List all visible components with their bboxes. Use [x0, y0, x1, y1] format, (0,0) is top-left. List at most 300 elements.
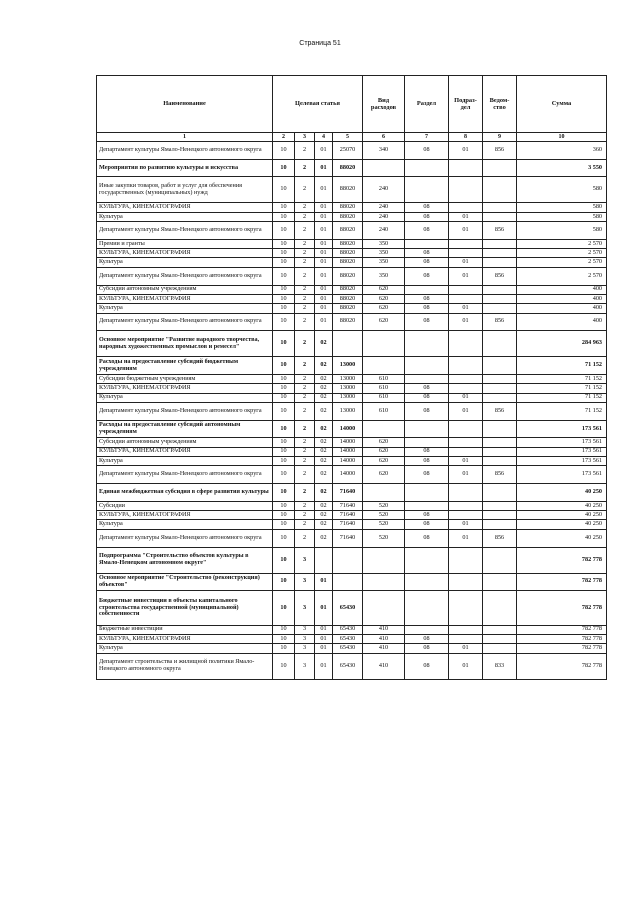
col-number: 10: [517, 133, 607, 142]
row-code-b: 2: [295, 384, 315, 393]
row-code-c: 02: [315, 357, 333, 375]
budget-table: [96, 75, 607, 680]
row-subsection: 01: [449, 313, 483, 331]
header-expense-type: Вид расходов: [363, 76, 405, 133]
row-code-a: 10: [273, 484, 295, 502]
row-expense-type: 620: [363, 438, 405, 447]
table-row: [97, 222, 607, 240]
row-name: Субсидии автономным учреждениям: [97, 285, 273, 294]
row-expense-type: 620: [363, 294, 405, 303]
row-expense-type: 520: [363, 501, 405, 510]
row-subsection: [449, 511, 483, 520]
row-department: 856: [483, 529, 517, 547]
row-name: Бюджетные инвестиции: [97, 625, 273, 634]
row-code-c: 01: [315, 313, 333, 331]
row-sum: 173 561: [517, 447, 607, 456]
row-code-c: 01: [315, 212, 333, 221]
row-section: 08: [405, 304, 449, 313]
table-row: [97, 511, 607, 520]
row-section: [405, 501, 449, 510]
table-row: [97, 393, 607, 402]
row-code-c: 02: [315, 529, 333, 547]
row-code-d: 88020: [333, 222, 363, 240]
row-code-a: 10: [273, 267, 295, 285]
row-code-b: 3: [295, 591, 315, 625]
row-name: Субсидии автономным учреждениям: [97, 438, 273, 447]
row-section: 08: [405, 294, 449, 303]
row-name: Культура: [97, 457, 273, 466]
row-code-c: 01: [315, 591, 333, 625]
row-subsection: 01: [449, 142, 483, 160]
table-row: [97, 466, 607, 484]
row-code-c: 01: [315, 573, 333, 591]
table-row: [97, 529, 607, 547]
col-number: 9: [483, 133, 517, 142]
row-code-b: 3: [295, 634, 315, 643]
row-code-d: 88020: [333, 239, 363, 248]
row-name: Мероприятия по развитию культуры и искусства: [97, 159, 273, 177]
row-sum: 782 778: [517, 573, 607, 591]
col-number: 4: [315, 133, 333, 142]
row-code-c: 01: [315, 625, 333, 634]
row-department: [483, 634, 517, 643]
row-section: [405, 484, 449, 502]
row-department: [483, 374, 517, 383]
row-code-d: 14000: [333, 420, 363, 438]
row-sum: 40 250: [517, 529, 607, 547]
row-section: 08: [405, 267, 449, 285]
row-name: КУЛЬТУРА, КИНЕМАТОГРАФИЯ: [97, 634, 273, 643]
table-row: [97, 547, 607, 573]
row-code-c: 01: [315, 249, 333, 258]
row-expense-type: 620: [363, 313, 405, 331]
row-code-b: 2: [295, 249, 315, 258]
row-department: [483, 501, 517, 510]
row-code-a: 10: [273, 529, 295, 547]
row-code-d: 88020: [333, 258, 363, 267]
table-row: [97, 420, 607, 438]
table-row: [97, 403, 607, 421]
row-code-b: 2: [295, 520, 315, 529]
row-subsection: 01: [449, 520, 483, 529]
row-department: [483, 447, 517, 456]
row-code-c: 01: [315, 159, 333, 177]
row-name: КУЛЬТУРА, КИНЕМАТОГРАФИЯ: [97, 511, 273, 520]
row-expense-type: [363, 420, 405, 438]
table-row: [97, 313, 607, 331]
row-code-c: 02: [315, 331, 333, 357]
row-subsection: [449, 484, 483, 502]
row-code-a: 10: [273, 511, 295, 520]
table-row: [97, 644, 607, 653]
row-code-b: 2: [295, 484, 315, 502]
row-name: Департамент культуры Ямало-Ненецкого автономного округа: [97, 529, 273, 547]
row-expense-type: 520: [363, 520, 405, 529]
header-department: Ведом-ство: [483, 76, 517, 133]
row-code-d: 71640: [333, 529, 363, 547]
row-code-d: 65430: [333, 591, 363, 625]
row-name: Культура: [97, 520, 273, 529]
row-section: 08: [405, 258, 449, 267]
row-department: 856: [483, 142, 517, 160]
row-code-d: [333, 573, 363, 591]
row-code-c: 01: [315, 222, 333, 240]
row-department: 856: [483, 313, 517, 331]
row-expense-type: 610: [363, 393, 405, 402]
row-section: [405, 625, 449, 634]
row-code-d: 25070: [333, 142, 363, 160]
row-expense-type: 410: [363, 653, 405, 679]
row-code-d: 13000: [333, 403, 363, 421]
row-code-c: 01: [315, 653, 333, 679]
row-sum: 71 152: [517, 357, 607, 375]
row-code-b: 2: [295, 304, 315, 313]
row-code-c: 01: [315, 142, 333, 160]
row-code-c: 01: [315, 294, 333, 303]
row-code-d: 88020: [333, 159, 363, 177]
row-subsection: 01: [449, 653, 483, 679]
row-section: 08: [405, 644, 449, 653]
row-code-c: 02: [315, 384, 333, 393]
row-code-b: 3: [295, 625, 315, 634]
row-code-a: 10: [273, 520, 295, 529]
row-expense-type: 620: [363, 457, 405, 466]
row-code-c: 01: [315, 634, 333, 643]
row-sum: 580: [517, 203, 607, 212]
row-code-a: 10: [273, 304, 295, 313]
row-subsection: [449, 374, 483, 383]
row-code-a: 10: [273, 438, 295, 447]
table-row: [97, 520, 607, 529]
row-code-c: 02: [315, 457, 333, 466]
row-code-a: 10: [273, 239, 295, 248]
row-code-a: 10: [273, 457, 295, 466]
row-section: 08: [405, 393, 449, 402]
row-code-a: 10: [273, 420, 295, 438]
row-code-d: 88020: [333, 249, 363, 258]
row-code-a: 10: [273, 258, 295, 267]
row-section: [405, 239, 449, 248]
row-code-b: 2: [295, 447, 315, 456]
row-subsection: [449, 357, 483, 375]
row-subsection: [449, 159, 483, 177]
row-sum: 400: [517, 304, 607, 313]
row-code-b: 3: [295, 644, 315, 653]
row-section: [405, 591, 449, 625]
row-sum: 71 152: [517, 393, 607, 402]
row-sum: 360: [517, 142, 607, 160]
row-name: Департамент культуры Ямало-Ненецкого автономного округа: [97, 222, 273, 240]
row-subsection: [449, 501, 483, 510]
row-code-c: 01: [315, 644, 333, 653]
row-code-d: 88020: [333, 212, 363, 221]
row-code-b: 2: [295, 393, 315, 402]
row-name: Департамент культуры Ямало-Ненецкого автономного округа: [97, 403, 273, 421]
row-name: КУЛЬТУРА, КИНЕМАТОГРАФИЯ: [97, 384, 273, 393]
row-section: [405, 159, 449, 177]
row-section: 08: [405, 313, 449, 331]
row-expense-type: 520: [363, 529, 405, 547]
col-number: 5: [333, 133, 363, 142]
row-code-c: 01: [315, 304, 333, 313]
row-subsection: [449, 420, 483, 438]
row-name: Расходы на предоставление субсидий автономным учреждениям: [97, 420, 273, 438]
row-department: [483, 304, 517, 313]
row-name: Основное мероприятие "Строительство (реконструкция) объектов": [97, 573, 273, 591]
row-subsection: [449, 447, 483, 456]
row-name: КУЛЬТУРА, КИНЕМАТОГРАФИЯ: [97, 249, 273, 258]
row-subsection: 01: [449, 529, 483, 547]
row-name: Иные закупки товаров, работ и услуг для обеспечения государственных (муниципальных) нужд: [97, 177, 273, 203]
row-section: 08: [405, 653, 449, 679]
row-sum: 782 778: [517, 644, 607, 653]
row-department: 856: [483, 466, 517, 484]
table-row: [97, 285, 607, 294]
row-section: 08: [405, 249, 449, 258]
row-sum: 2 570: [517, 267, 607, 285]
header-sum: Сумма: [517, 76, 607, 133]
row-subsection: [449, 384, 483, 393]
row-code-a: 10: [273, 357, 295, 375]
table-row: [97, 203, 607, 212]
table-row: [97, 591, 607, 625]
row-name: Бюджетные инвестиции в объекты капитального строительства государственной (муниципальной) собственности: [97, 591, 273, 625]
row-sum: 400: [517, 313, 607, 331]
row-subsection: 01: [449, 212, 483, 221]
row-name: Подпрограмма "Строительство объектов культуры в Ямало-Ненецком автономном округе": [97, 547, 273, 573]
row-subsection: 01: [449, 267, 483, 285]
row-section: 08: [405, 222, 449, 240]
row-code-a: 10: [273, 447, 295, 456]
row-code-b: 3: [295, 573, 315, 591]
row-name: КУЛЬТУРА, КИНЕМАТОГРАФИЯ: [97, 294, 273, 303]
row-name: Премии и гранты: [97, 239, 273, 248]
row-code-d: 88020: [333, 267, 363, 285]
row-code-c: 02: [315, 466, 333, 484]
row-code-b: 2: [295, 177, 315, 203]
row-expense-type: 610: [363, 403, 405, 421]
row-code-b: 2: [295, 239, 315, 248]
table-row: [97, 457, 607, 466]
header-target-article: Целевая статья: [273, 76, 363, 133]
row-subsection: [449, 331, 483, 357]
row-section: [405, 177, 449, 203]
row-department: [483, 285, 517, 294]
row-section: [405, 573, 449, 591]
table-row: [97, 142, 607, 160]
row-section: [405, 357, 449, 375]
row-department: 833: [483, 653, 517, 679]
row-code-c: 02: [315, 393, 333, 402]
row-subsection: [449, 591, 483, 625]
row-code-a: 10: [273, 212, 295, 221]
row-sum: 173 561: [517, 438, 607, 447]
row-expense-type: [363, 357, 405, 375]
row-code-a: 10: [273, 591, 295, 625]
row-code-c: 01: [315, 239, 333, 248]
row-sum: 71 152: [517, 403, 607, 421]
row-code-b: 2: [295, 501, 315, 510]
row-code-b: 2: [295, 529, 315, 547]
row-sum: 782 778: [517, 625, 607, 634]
header-name: Наименование: [97, 76, 273, 133]
row-code-b: 2: [295, 403, 315, 421]
row-subsection: 01: [449, 403, 483, 421]
row-department: [483, 547, 517, 573]
row-sum: 400: [517, 294, 607, 303]
row-name: Культура: [97, 258, 273, 267]
row-code-d: 14000: [333, 447, 363, 456]
row-department: [483, 420, 517, 438]
row-code-d: [333, 547, 363, 573]
row-name: Департамент культуры Ямало-Ненецкого автономного округа: [97, 466, 273, 484]
row-code-b: 2: [295, 420, 315, 438]
row-department: [483, 258, 517, 267]
row-code-b: 2: [295, 267, 315, 285]
row-sum: 400: [517, 285, 607, 294]
row-code-b: 2: [295, 212, 315, 221]
row-name: Единая межбюджетная субсидия в сфере развития культуры: [97, 484, 273, 502]
row-section: 08: [405, 384, 449, 393]
row-name: Культура: [97, 393, 273, 402]
header-section: Раздел: [405, 76, 449, 133]
row-sum: 580: [517, 212, 607, 221]
row-code-b: 2: [295, 203, 315, 212]
row-code-d: 65430: [333, 644, 363, 653]
row-sum: 580: [517, 177, 607, 203]
row-code-b: 2: [295, 222, 315, 240]
row-code-c: 02: [315, 374, 333, 383]
row-code-a: 10: [273, 393, 295, 402]
table-row: [97, 304, 607, 313]
row-subsection: 01: [449, 644, 483, 653]
row-code-d: 71640: [333, 520, 363, 529]
row-expense-type: 410: [363, 625, 405, 634]
row-section: 08: [405, 634, 449, 643]
row-sum: 40 250: [517, 501, 607, 510]
row-code-b: 2: [295, 374, 315, 383]
row-subsection: [449, 285, 483, 294]
row-subsection: 01: [449, 258, 483, 267]
table-row: [97, 239, 607, 248]
row-department: [483, 393, 517, 402]
row-expense-type: [363, 331, 405, 357]
row-subsection: [449, 249, 483, 258]
row-sum: 173 561: [517, 457, 607, 466]
table-row: [97, 258, 607, 267]
row-name: Департамент строительства и жилищной политики Ямало-Ненецкого автономного округа: [97, 653, 273, 679]
row-expense-type: [363, 484, 405, 502]
row-section: [405, 285, 449, 294]
header-subsection: Подраз-дел: [449, 76, 483, 133]
row-name: Департамент культуры Ямало-Ненецкого автономного округа: [97, 313, 273, 331]
row-code-c: 01: [315, 285, 333, 294]
row-sum: 2 570: [517, 258, 607, 267]
row-code-a: 10: [273, 653, 295, 679]
row-section: 08: [405, 529, 449, 547]
row-section: [405, 420, 449, 438]
row-code-a: 10: [273, 222, 295, 240]
row-code-c: [315, 547, 333, 573]
row-subsection: [449, 294, 483, 303]
row-code-d: 88020: [333, 285, 363, 294]
row-code-b: 2: [295, 331, 315, 357]
row-code-c: 02: [315, 420, 333, 438]
row-code-c: 02: [315, 520, 333, 529]
row-expense-type: 610: [363, 384, 405, 393]
row-section: [405, 331, 449, 357]
row-department: [483, 177, 517, 203]
table-row: [97, 625, 607, 634]
row-code-a: 10: [273, 142, 295, 160]
row-sum: 71 152: [517, 374, 607, 383]
col-number: 2: [273, 133, 295, 142]
row-subsection: [449, 634, 483, 643]
row-code-d: 71640: [333, 511, 363, 520]
row-code-b: 2: [295, 159, 315, 177]
row-code-a: 10: [273, 285, 295, 294]
col-number: 6: [363, 133, 405, 142]
row-name: Департамент культуры Ямало-Ненецкого автономного округа: [97, 142, 273, 160]
row-sum: 782 778: [517, 653, 607, 679]
row-department: [483, 457, 517, 466]
row-department: [483, 625, 517, 634]
col-number: 3: [295, 133, 315, 142]
row-department: [483, 438, 517, 447]
table-row: [97, 331, 607, 357]
row-sum: 782 778: [517, 591, 607, 625]
table-row: [97, 267, 607, 285]
row-subsection: [449, 547, 483, 573]
row-expense-type: 350: [363, 267, 405, 285]
row-section: [405, 374, 449, 383]
row-code-d: 14000: [333, 466, 363, 484]
row-expense-type: 620: [363, 466, 405, 484]
row-subsection: [449, 573, 483, 591]
row-section: [405, 547, 449, 573]
row-code-b: 2: [295, 285, 315, 294]
row-section: 08: [405, 203, 449, 212]
row-code-a: 10: [273, 313, 295, 331]
row-code-c: 02: [315, 403, 333, 421]
row-expense-type: [363, 547, 405, 573]
row-department: 856: [483, 222, 517, 240]
row-section: 08: [405, 142, 449, 160]
row-code-a: 10: [273, 384, 295, 393]
row-code-a: 10: [273, 331, 295, 357]
row-code-d: 88020: [333, 177, 363, 203]
row-code-c: 02: [315, 484, 333, 502]
row-code-d: 13000: [333, 384, 363, 393]
row-sum: 782 778: [517, 547, 607, 573]
table-row: [97, 294, 607, 303]
row-sum: 173 561: [517, 466, 607, 484]
row-code-a: 10: [273, 501, 295, 510]
row-expense-type: [363, 573, 405, 591]
row-sum: 2 570: [517, 239, 607, 248]
column-number-row: [97, 133, 607, 142]
row-sum: 580: [517, 222, 607, 240]
row-expense-type: 350: [363, 239, 405, 248]
row-expense-type: 520: [363, 511, 405, 520]
row-code-d: [333, 331, 363, 357]
row-department: [483, 357, 517, 375]
row-department: [483, 159, 517, 177]
row-code-b: 2: [295, 313, 315, 331]
row-code-d: 13000: [333, 374, 363, 383]
row-code-b: 2: [295, 142, 315, 160]
row-department: [483, 294, 517, 303]
